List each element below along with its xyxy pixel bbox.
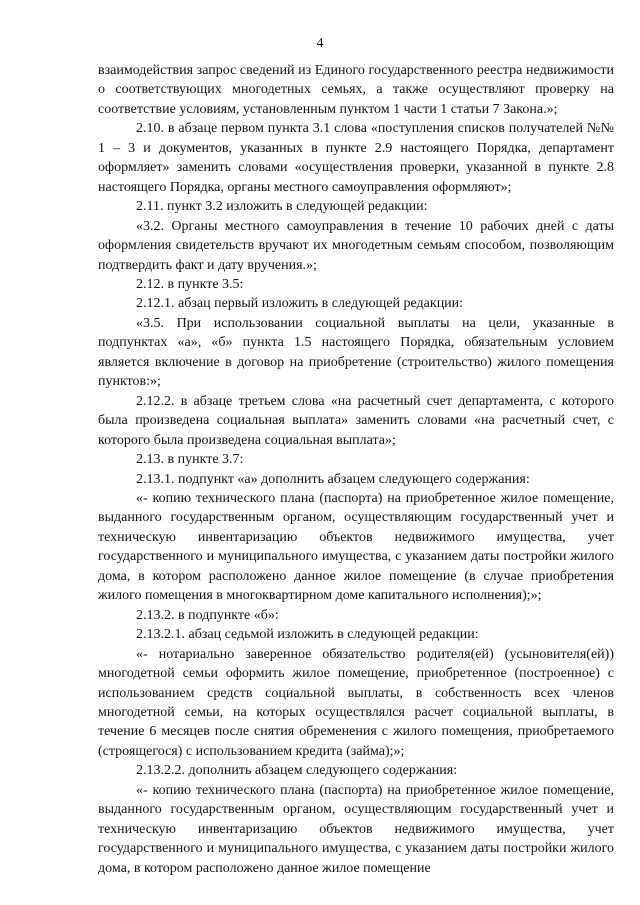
paragraph-2-12-1: 2.12.1. абзац первый изложить в следующей редакции: xyxy=(136,296,464,312)
paragraph-2-13: 2.13. в пункте 3.7: xyxy=(136,452,244,468)
paragraph-2-13-2-2: 2.13.2.2. дополнить абзацем следующего содержания: xyxy=(136,763,458,779)
paragraph-notarial-quote: «- нотариально заверенное обязательство родителя(ей) (усыновителя(ей)) многодетной семьи оформить жилое помещение, приобретенное (построенное) с использованием средств социальной выплаты, в собственность всех членов многодетной семьи, на которых осуществлялся расчет социальной выплаты, в течение 6 месяцев после снятия обременения с жилого помещения, приобретаемого (строящегося) с использованием кредита (займа);»; xyxy=(98,646,614,759)
paragraph-2-12: 2.12. в пункте 3.5: xyxy=(136,276,244,292)
paragraph-2-12-2: 2.12.2. в абзаце третьем слова «на расчетный счет департамента, с которого была произведена социальная выплата» заменить словами «на расчетный счет, с которого была произведена социальная выплата»; xyxy=(98,393,614,448)
paragraph-tech-plan-quote-2: «- копию технического плана (паспорта) на приобретенное жилое помещение, выданного государственным органом, осуществляющим государственный учет и техническую инвентаризацию объектов недвижимого имущества, учет государственного и муниципального имущества, с указанием даты постройки жилого дома, в котором расположено данное жилое помещение xyxy=(98,782,614,876)
paragraph-1: взаимодействия запрос сведений из Единого государственного реестра недвижимости о соответствующих многодетных семьях, а также осуществляют проверку на соответствие условиям, установленным пунктом 1 части 1 статьи 7 Закона.»; xyxy=(98,63,614,117)
paragraph-3-5-quote: «3.5. При использовании социальной выплаты на цели, указанные в подпунктах «а», «б» пункта 1.5 настоящего Порядка, обязательным условием является включение в договор на приобретение (строительство) жилого помещения пунктов:»; xyxy=(98,315,614,390)
paragraph-2-10: 2.10. в абзаце первом пункта 3.1 слова «поступления списков получателей №№ 1 – 3 и документов, указанных в пункте 2.9 настоящего Порядка, департамент оформляет» заменить словами «осуществления проверки, указанной в пункте 2.8 настоящего Порядка, органы местного самоуправления оформляют»; xyxy=(98,121,614,195)
paragraph-2-13-1: 2.13.1. подпункт «а» дополнить абзацем следующего содержания: xyxy=(136,471,530,487)
paragraph-2-11: 2.11. пункт 3.2 изложить в следующей редакции: xyxy=(136,199,428,215)
paragraph-2-13-2-1: 2.13.2.1. абзац седьмой изложить в следующей редакции: xyxy=(136,627,479,643)
paragraph-3-2-quote: «3.2. Органы местного самоуправления в течение 10 рабочих дней с даты оформления свидетельств вручают их многодетным семьям способом, позволяющим подтвердить факт и дату вручения.»; xyxy=(98,218,614,273)
paragraph-2-13-2: 2.13.2. в подпункте «б»: xyxy=(136,607,279,623)
document-body xyxy=(98,61,614,878)
page-number: 4 xyxy=(316,36,324,51)
paragraph-tech-plan-quote-1: «- копию технического плана (паспорта) на приобретенное жилое помещение, выданного государственным органом, осуществляющим государственный учет и техническую инвентаризацию объектов недвижимого имущества, учет государственного и муниципального имущества, с указанием даты постройки жилого дома, в котором расположено данное жилое помещение (в случае приобретения жилого помещения в многоквартирном доме капитального исполнения);»; xyxy=(98,490,614,604)
